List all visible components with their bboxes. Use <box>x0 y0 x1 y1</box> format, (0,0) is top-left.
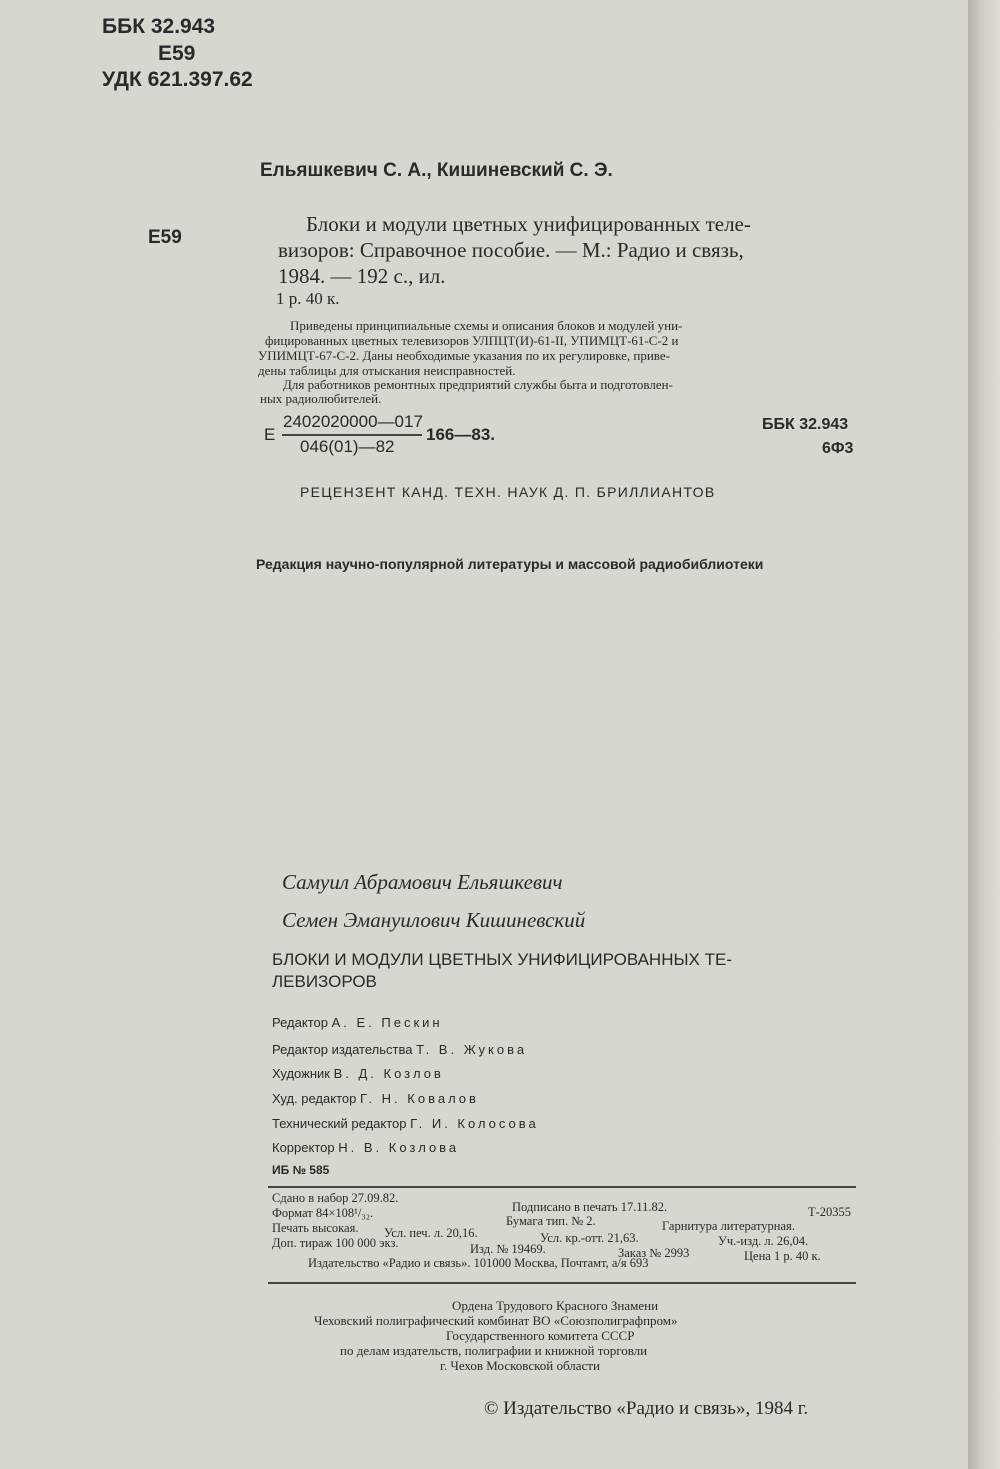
staff-publishing-editor <box>272 1042 527 1057</box>
author-full-2: Семен Эмануилович Кишиневский <box>282 908 586 932</box>
staff-person: Г. И. Колосова <box>410 1116 539 1131</box>
formula-suffix: 166—83. <box>426 425 495 444</box>
author-full-1: Самуил Абрамович Ельяшкевич <box>282 870 563 894</box>
staff-art-editor <box>272 1091 479 1106</box>
staff-person: А. Е. Пескин <box>331 1015 443 1030</box>
imprint-r2a: Формат 84×108¹/₃₂. <box>272 1206 374 1220</box>
title-caps-line-2: ЛЕВИЗОРОВ <box>272 972 377 991</box>
staff-person: Т. В. Жукова <box>416 1042 528 1057</box>
staff-artist <box>272 1066 444 1081</box>
printer-line-1: Ордена Трудового Красного Знамени <box>452 1298 659 1313</box>
imprint-r1b: Подписано в печать 17.11.82. <box>512 1200 668 1214</box>
imprint-r4a: Доп. тираж 100 000 экз. <box>272 1236 399 1250</box>
bib-line-3: 1984. — 192 с., ил. <box>278 264 446 288</box>
imprint-r4b: Изд. № 19469. <box>470 1242 546 1256</box>
imprint-bottom-rule <box>268 1282 856 1284</box>
staff-role: Корректор <box>272 1140 335 1155</box>
price: 1 р. 40 к. <box>276 289 340 308</box>
printer-line-5: г. Чехов Московской области <box>440 1358 600 1373</box>
printer-line-4: по делам издательств, полиграфии и книжной торговли <box>340 1343 648 1358</box>
staff-tech-editor <box>272 1116 539 1131</box>
staff-editor <box>272 1015 443 1030</box>
staff-role: Технический редактор <box>272 1116 407 1131</box>
annotation-line-3: УПИМЦТ-67-С-2. Даны необходимые указания по их регулировке, приве- <box>258 348 670 363</box>
imprint-r2c: Гарнитура литературная. <box>662 1219 795 1233</box>
imprint-r1c: Т-20355 <box>808 1205 852 1219</box>
title-caps-line-1: БЛОКИ И МОДУЛИ ЦВЕТНЫХ УНИФИЦИРОВАННЫХ ТЕ- <box>272 950 732 969</box>
formula-fraction-bar <box>282 434 422 436</box>
staff-person: Н. В. Козлова <box>338 1140 460 1155</box>
imprint-r3b: Усл. печ. л. 20,16. <box>384 1226 478 1240</box>
copyright: © Издательство «Радио и связь», 1984 г. <box>484 1398 809 1419</box>
imprint-r4d: Цена 1 р. 40 к. <box>744 1249 821 1263</box>
staff-role: Художник <box>272 1066 330 1081</box>
staff-person: В. Д. Козлов <box>333 1066 444 1081</box>
annotation-line-5: Для работников ремонтных предприятий службы быта и подготовлен- <box>283 377 673 392</box>
adjacent-page-edge <box>968 0 1000 1469</box>
authors-heading: Ельяшкевич С. А., Кишиневский С. Э. <box>260 160 613 181</box>
staff-person: Г. Н. Ковалов <box>359 1091 479 1106</box>
udk-code: УДК 621.397.62 <box>102 68 253 91</box>
staff-corrector <box>272 1140 459 1155</box>
annotation-line-6: ных радиолюбителей. <box>260 391 382 406</box>
side-code: Е59 <box>148 227 182 248</box>
imprint-r3d: Уч.-изд. л. 26,04. <box>718 1234 809 1248</box>
author-mark: Е59 <box>158 42 196 65</box>
formula-bbk: ББК 32.943 <box>762 416 849 433</box>
annotation-line-1: Приведены принципиальные схемы и описания блоков и модулей уни- <box>290 318 683 333</box>
staff-role: Редактор издательства <box>272 1042 413 1057</box>
imprint-top-rule <box>268 1186 856 1188</box>
formula-numerator: 2402020000—017 <box>283 412 423 431</box>
reviewer: РЕЦЕНЗЕНТ КАНД. ТЕХН. НАУК Д. П. БРИЛЛИАНТОВ <box>300 484 716 500</box>
annotation-line-4: дены таблицы для отыскания неисправностей. <box>258 363 516 378</box>
imprint-r4c: Заказ № 2993 <box>618 1246 690 1260</box>
ib-number: ИБ № 585 <box>272 1163 330 1177</box>
staff-role: Худ. редактор <box>272 1091 357 1106</box>
annotation-line-2: фицированных цветных телевизоров УЛПЦТ(И)-61-II, УПИМЦТ-61-С-2 и <box>265 333 679 348</box>
formula-denominator: 046(01)—82 <box>300 437 395 456</box>
imprint-r1a: Сдано в набор 27.09.82. <box>272 1191 399 1205</box>
staff-role: Редактор <box>272 1015 328 1030</box>
bbk-code: ББК 32.943 <box>102 15 216 38</box>
imprint-publisher: Издательство «Радио и связь». 101000 Москва, Почтамт, а/я 693 <box>308 1256 649 1270</box>
printer-line-3: Государственного комитета СССР <box>446 1328 635 1343</box>
formula-letter: Е <box>264 425 276 444</box>
editorial-office: Редакция научно-популярной литературы и массовой радиобиблиотеки <box>256 556 764 572</box>
imprint-r2b: Бумага тип. № 2. <box>506 1214 596 1228</box>
bib-line-2: визоров: Справочное пособие. — М.: Радио и связь, <box>278 238 744 262</box>
imprint-r3a: Печать высокая. <box>272 1221 359 1235</box>
formula-class: 6Ф3 <box>822 440 854 457</box>
bib-line-1: Блоки и модули цветных унифицированных теле- <box>306 212 751 236</box>
printer-line-2: Чеховский полиграфический комбинат ВО «Союзполиграфпром» <box>314 1313 678 1328</box>
imprint-r3c: Усл. кр.-отт. 21,63. <box>540 1231 639 1245</box>
